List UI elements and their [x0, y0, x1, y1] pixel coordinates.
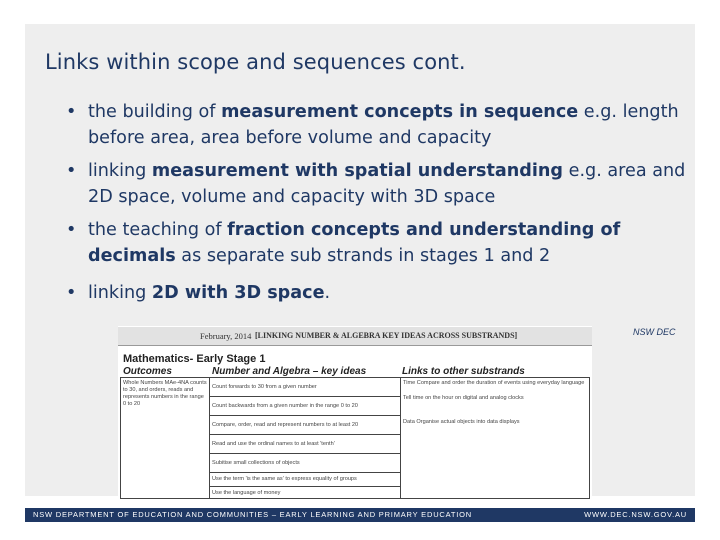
column-header-key-ideas: Number and Algebra – key ideas [212, 366, 367, 377]
bullet-bold: measurement with spatial understanding [151, 161, 564, 181]
slide-title: Links within scope and sequences cont. [45, 50, 466, 74]
table-divider [209, 486, 400, 487]
key-idea-cell: Count backwards from a given number in the range 0 to 20 [212, 403, 358, 409]
document-banner: [LINKING NUMBER & ALGEBRA KEY IDEAS ACROSS SUBSTRANDS] [255, 331, 518, 340]
link-cell: Tell time on the hour on digital and analog clocks [403, 395, 524, 401]
document-header-bar [118, 327, 592, 346]
bullet-text: the building of [88, 102, 222, 122]
document-date: February, 2014 [200, 331, 252, 341]
bullet-item [66, 159, 686, 210]
bullet-text: the teaching of [88, 220, 228, 240]
footer-bar [25, 508, 695, 522]
bullet-text: . [324, 283, 331, 303]
bullet-text: as separate sub strands in stages 1 and 2 [175, 245, 551, 266]
outcome-cell: Whole Numbers MAe-4NA counts to 30, and orders, reads and represents numbers in the range 0 to 20 [123, 380, 207, 407]
table-divider [209, 396, 400, 397]
bullet-item [66, 281, 686, 307]
scope-sequence-document [118, 326, 592, 499]
bullet-bold: fraction concepts and understanding of decimals [88, 220, 621, 266]
bullet-item [66, 100, 686, 151]
bullet-bold: measurement concepts in sequence [221, 102, 579, 122]
bullet-list [66, 100, 686, 315]
footer-department: NSW DEPARTMENT OF EDUCATION AND COMMUNITIES – EARLY LEARNING AND PRIMARY EDUCATION [33, 510, 472, 519]
bullet-dot: • [66, 161, 77, 181]
key-idea-cell: Compare, order, read and represent numbers to at least 20 [212, 422, 359, 428]
table-divider [209, 453, 400, 454]
image-credit: NSW DEC [633, 327, 676, 337]
key-idea-cell: Subitise small collections of objects [212, 460, 300, 466]
footer-website-link[interactable]: WWW.DEC.NSW.GOV.AU [584, 510, 687, 519]
link-cell: Time Compare and order the duration of events using everyday language [403, 380, 585, 386]
column-header-links: Links to other substrands [402, 366, 525, 377]
table-divider [209, 472, 400, 473]
key-idea-cell: Use the language of money [212, 490, 281, 496]
column-header-outcomes: Outcomes [123, 366, 172, 377]
key-idea-cell: Count forwards to 30 from a given number [212, 384, 317, 390]
table-divider [209, 434, 400, 435]
bullet-text: linking [88, 161, 152, 181]
bullet-item [66, 218, 686, 269]
bullet-text: e.g. area and 2D space, volume and capacity with 3D space [88, 161, 686, 207]
key-idea-cell: Read and use the ordinal names to at least 'tenth' [212, 441, 335, 447]
bullet-dot: • [66, 102, 77, 122]
bullet-text: linking [88, 283, 152, 303]
bullet-dot: • [66, 220, 77, 240]
table-divider [400, 378, 401, 498]
document-heading: Mathematics- Early Stage 1 [123, 353, 266, 365]
bullet-text: e.g. length before area, area before volume and capacity [88, 102, 679, 148]
bullet-bold: 2D with 3D space [151, 283, 325, 303]
link-cell: Data Organise actual objects into data displays [403, 419, 520, 425]
key-idea-cell: Use the term 'is the same as' to express equality of groups [212, 476, 357, 482]
document-table [120, 377, 590, 499]
table-divider [209, 415, 400, 416]
bullet-dot: • [66, 283, 77, 303]
